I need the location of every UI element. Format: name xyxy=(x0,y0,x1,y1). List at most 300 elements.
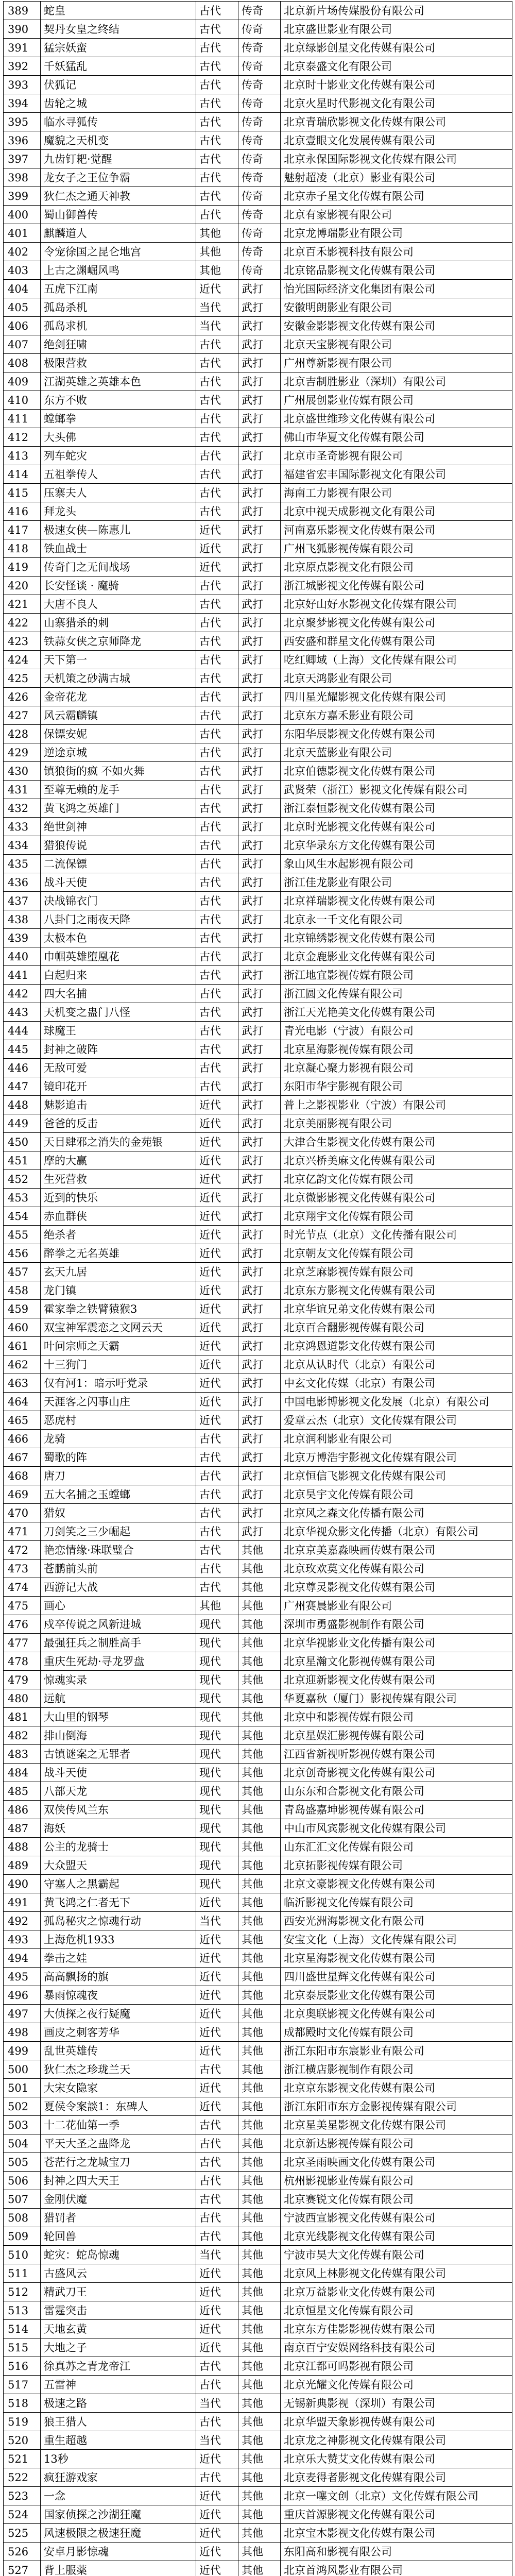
era-cell: 现代 xyxy=(196,1764,238,1782)
company-cell: 北京吉制胜影业（深圳）有限公司 xyxy=(281,372,512,391)
row-number: 473 xyxy=(4,1560,41,1578)
table-row xyxy=(4,743,512,762)
film-title: 霍家拳之铁臂猿猴3 xyxy=(41,1300,196,1318)
table-row xyxy=(4,2227,512,2246)
genre-cell: 武打 xyxy=(238,1244,281,1263)
film-title: 无敌可爱 xyxy=(41,1059,196,1077)
genre-cell: 武打 xyxy=(238,1355,281,1374)
row-number: 465 xyxy=(4,1411,41,1430)
era-cell: 古代 xyxy=(196,447,238,465)
film-title: 十二花仙第一季 xyxy=(41,2116,196,2134)
era-cell: 其他 xyxy=(196,243,238,261)
film-registration-document xyxy=(3,1,512,2576)
table-row xyxy=(4,836,512,855)
row-number: 462 xyxy=(4,1355,41,1374)
table-row xyxy=(4,1077,512,1096)
genre-cell: 其他 xyxy=(238,2431,281,2450)
company-cell: 爱章云杰（北京）文化传媒有限公司 xyxy=(281,1411,512,1430)
film-title: 至尊无赖的龙手 xyxy=(41,781,196,799)
row-number: 418 xyxy=(4,539,41,558)
era-cell: 古代 xyxy=(196,632,238,651)
company-cell: 福建省宏丰国际影视文化有限公司 xyxy=(281,465,512,484)
table-row xyxy=(4,2338,512,2357)
company-cell: 怡光国际经济文化集团有限公司 xyxy=(281,280,512,298)
era-cell: 现代 xyxy=(196,1708,238,1726)
era-cell: 古代 xyxy=(196,818,238,836)
company-cell: 北京新片场传媒股份有限公司 xyxy=(281,2,512,20)
company-cell: 北京玫欢莫文化传媒有限公司 xyxy=(281,1560,512,1578)
table-row xyxy=(4,910,512,929)
row-number: 476 xyxy=(4,1615,41,1634)
genre-cell: 其他 xyxy=(238,2413,281,2431)
era-cell: 近代 xyxy=(196,2283,238,2301)
table-row xyxy=(4,1726,512,1745)
film-title: 上海危机1933 xyxy=(41,1930,196,1949)
row-number: 464 xyxy=(4,1393,41,1411)
company-cell: 北京青瑞欣影视文化传媒有限公司 xyxy=(281,113,512,131)
genre-cell: 其他 xyxy=(238,1893,281,1912)
table-row xyxy=(4,1504,512,1522)
row-number: 527 xyxy=(4,2561,41,2576)
table-row xyxy=(4,985,512,1003)
table-row xyxy=(4,2468,512,2487)
row-number: 431 xyxy=(4,781,41,799)
table-row xyxy=(4,1040,512,1059)
genre-cell: 武打 xyxy=(238,985,281,1003)
genre-cell: 其他 xyxy=(238,1856,281,1875)
film-title: 轮回兽 xyxy=(41,2227,196,2246)
film-title: 背上服薬 xyxy=(41,2561,196,2576)
film-title: 艳恋情缘·珠联璧合 xyxy=(41,1541,196,1560)
row-number: 427 xyxy=(4,706,41,725)
company-cell: 北京拓影视传媒有限公司 xyxy=(281,1856,512,1875)
genre-cell: 武打 xyxy=(238,280,281,298)
genre-cell: 传奇 xyxy=(238,206,281,224)
era-cell: 近代 xyxy=(196,1949,238,1968)
table-row xyxy=(4,2097,512,2116)
company-cell: 西安盛和群星文化传媒有限公司 xyxy=(281,632,512,651)
row-number: 514 xyxy=(4,2320,41,2338)
table-row xyxy=(4,614,512,632)
era-cell: 近代 xyxy=(196,1151,238,1170)
genre-cell: 其他 xyxy=(238,1838,281,1856)
genre-cell: 武打 xyxy=(238,1467,281,1485)
row-number: 469 xyxy=(4,1485,41,1504)
company-cell: 无锡新典影视（深圳）有限公司 xyxy=(281,2394,512,2413)
film-title: 金帝花龙 xyxy=(41,688,196,706)
row-number: 425 xyxy=(4,669,41,688)
film-title: 一念 xyxy=(41,2487,196,2505)
era-cell: 古代 xyxy=(196,1040,238,1059)
table-row xyxy=(4,966,512,985)
genre-cell: 武打 xyxy=(238,1022,281,1040)
row-number: 504 xyxy=(4,2134,41,2153)
film-title: 千妖猛乱 xyxy=(41,57,196,76)
table-row xyxy=(4,2042,512,2060)
company-cell: 北京新达影视传媒有限公司 xyxy=(281,2134,512,2153)
row-number: 509 xyxy=(4,2227,41,2246)
era-cell: 古代 xyxy=(196,725,238,743)
row-number: 441 xyxy=(4,966,41,985)
genre-cell: 武打 xyxy=(238,391,281,410)
table-row xyxy=(4,391,512,410)
film-title: 黄飞鸿之仁者无下 xyxy=(41,1893,196,1912)
era-cell: 近代 xyxy=(196,558,238,577)
genre-cell: 其他 xyxy=(238,2023,281,2042)
film-title: 赤血群侠 xyxy=(41,1207,196,1226)
company-cell: 广州尊新影视有限公司 xyxy=(281,354,512,372)
film-title: 绝剑狂啸 xyxy=(41,335,196,354)
era-cell: 近代 xyxy=(196,2005,238,2023)
row-number: 392 xyxy=(4,57,41,76)
genre-cell: 武打 xyxy=(238,651,281,669)
company-cell: 北京翔宇文化传媒有限公司 xyxy=(281,1207,512,1226)
era-cell: 古代 xyxy=(196,372,238,391)
row-number: 452 xyxy=(4,1170,41,1189)
era-cell: 古代 xyxy=(196,1059,238,1077)
film-title: 白起归来 xyxy=(41,966,196,985)
table-row xyxy=(4,2,512,20)
film-title: 醉拳之无名英雄 xyxy=(41,1244,196,1263)
era-cell: 其他 xyxy=(196,1597,238,1615)
table-row xyxy=(4,57,512,76)
era-cell: 古代 xyxy=(196,1522,238,1541)
genre-cell: 其他 xyxy=(238,1745,281,1764)
table-row xyxy=(4,2172,512,2190)
film-title: 孤岛杀机 xyxy=(41,298,196,317)
film-title: 安卓月影惊魂 xyxy=(41,2543,196,2561)
table-row xyxy=(4,929,512,947)
film-title: 九齿钉耙·觉醒 xyxy=(41,150,196,168)
row-number: 395 xyxy=(4,113,41,131)
row-number: 415 xyxy=(4,484,41,502)
genre-cell: 武打 xyxy=(238,1226,281,1244)
era-cell: 近代 xyxy=(196,2320,238,2338)
row-number: 521 xyxy=(4,2450,41,2468)
genre-cell: 其他 xyxy=(238,1578,281,1597)
era-cell: 古代 xyxy=(196,1578,238,1597)
film-title: 列车蛇灾 xyxy=(41,447,196,465)
table-row xyxy=(4,1226,512,1244)
row-number: 422 xyxy=(4,614,41,632)
era-cell: 近代 xyxy=(196,1337,238,1355)
era-cell: 古代 xyxy=(196,799,238,818)
table-row xyxy=(4,1597,512,1615)
company-cell: 东阳高和影视有限公司 xyxy=(281,2543,512,2561)
row-number: 428 xyxy=(4,725,41,743)
era-cell: 古代 xyxy=(196,187,238,206)
era-cell: 现代 xyxy=(196,1745,238,1764)
film-title: 天涯客之闪事山庄 xyxy=(41,1393,196,1411)
company-cell: 武贤荣（浙江）影视文化传媒有限公司 xyxy=(281,781,512,799)
row-number: 407 xyxy=(4,335,41,354)
era-cell: 现代 xyxy=(196,1875,238,1893)
company-cell: 广州飞狐影视传媒有限公司 xyxy=(281,539,512,558)
row-number: 430 xyxy=(4,762,41,781)
table-row xyxy=(4,1151,512,1170)
company-cell: 临沂影视文化传媒有限公司 xyxy=(281,1893,512,1912)
era-cell: 近代 xyxy=(196,2561,238,2576)
table-row xyxy=(4,2524,512,2543)
table-row xyxy=(4,595,512,614)
genre-cell: 武打 xyxy=(238,1300,281,1318)
era-cell: 近代 xyxy=(196,2097,238,2116)
era-cell: 古代 xyxy=(196,910,238,929)
row-number: 432 xyxy=(4,799,41,818)
row-number: 482 xyxy=(4,1726,41,1745)
table-row xyxy=(4,1671,512,1689)
era-cell: 古代 xyxy=(196,1077,238,1096)
row-number: 423 xyxy=(4,632,41,651)
genre-cell: 其他 xyxy=(238,2283,281,2301)
film-title: 八卦门之雨夜天降 xyxy=(41,910,196,929)
film-title: 五雷神 xyxy=(41,2376,196,2394)
table-row xyxy=(4,1355,512,1374)
genre-cell: 武打 xyxy=(238,317,281,335)
era-cell: 古代 xyxy=(196,206,238,224)
table-row xyxy=(4,669,512,688)
genre-cell: 武打 xyxy=(238,1318,281,1337)
film-title: 绝世剑神 xyxy=(41,818,196,836)
genre-cell: 其他 xyxy=(238,2376,281,2394)
era-cell: 古代 xyxy=(196,855,238,873)
company-cell: 北京赤子星文化传媒有限公司 xyxy=(281,187,512,206)
table-row xyxy=(4,2264,512,2283)
company-cell: 北京星美星影视文化传媒有限公司 xyxy=(281,2116,512,2134)
row-number: 444 xyxy=(4,1022,41,1040)
row-number: 500 xyxy=(4,2060,41,2079)
table-row xyxy=(4,1819,512,1838)
company-cell: 北京华录东方文化传媒有限公司 xyxy=(281,836,512,855)
company-cell: 北京兴桥美麻文化传媒有限公司 xyxy=(281,1151,512,1170)
genre-cell: 武打 xyxy=(238,1114,281,1133)
company-cell: 北京光线影视文化传媒有限公司 xyxy=(281,2227,512,2246)
era-cell: 古代 xyxy=(196,651,238,669)
film-title: 传奇门之无间战场 xyxy=(41,558,196,577)
genre-cell: 传奇 xyxy=(238,243,281,261)
era-cell: 近代 xyxy=(196,1189,238,1207)
genre-cell: 其他 xyxy=(238,2543,281,2561)
film-title: 伏狐记 xyxy=(41,76,196,94)
company-cell: 北京时光影视文化传媒有限公司 xyxy=(281,818,512,836)
film-title: 叶问宗师之天霸 xyxy=(41,1337,196,1355)
genre-cell: 传奇 xyxy=(238,20,281,39)
table-row xyxy=(4,1003,512,1022)
genre-cell: 武打 xyxy=(238,818,281,836)
row-number: 419 xyxy=(4,558,41,577)
era-cell: 现代 xyxy=(196,1856,238,1875)
row-number: 480 xyxy=(4,1689,41,1708)
film-title: 决战锦衣门 xyxy=(41,892,196,910)
company-cell: 成都殿时文化传媒有限公司 xyxy=(281,2023,512,2042)
genre-cell: 武打 xyxy=(238,947,281,966)
table-row xyxy=(4,131,512,150)
company-cell: 浙江东阳市东方金影视传媒有限公司 xyxy=(281,2097,512,2116)
table-row xyxy=(4,1689,512,1708)
company-cell: 青光电影（宁波）有限公司 xyxy=(281,1022,512,1040)
row-number: 505 xyxy=(4,2153,41,2172)
genre-cell: 武打 xyxy=(238,1059,281,1077)
genre-cell: 武打 xyxy=(238,558,281,577)
table-row xyxy=(4,224,512,243)
era-cell: 古代 xyxy=(196,929,238,947)
company-cell: 北京东方嘉禾影业有限公司 xyxy=(281,706,512,725)
genre-cell: 其他 xyxy=(238,2060,281,2079)
company-cell: 北京华视众影文化传播（北京）有限公司 xyxy=(281,1522,512,1541)
company-cell: 北京绿影创星文化传媒有限公司 xyxy=(281,39,512,57)
table-row xyxy=(4,892,512,910)
era-cell: 现代 xyxy=(196,1634,238,1652)
era-cell: 现代 xyxy=(196,1689,238,1708)
genre-cell: 其他 xyxy=(238,1634,281,1652)
genre-cell: 其他 xyxy=(238,2172,281,2190)
row-number: 484 xyxy=(4,1764,41,1782)
film-title: 绝杀者 xyxy=(41,1226,196,1244)
company-cell: 浙江横店影视制作有限公司 xyxy=(281,2060,512,2079)
genre-cell: 武打 xyxy=(238,1096,281,1114)
genre-cell: 其他 xyxy=(238,1726,281,1745)
company-cell: 时光节点（北京）文化传播有限公司 xyxy=(281,1226,512,1244)
company-cell: 北京文豪影视文化传媒有限公司 xyxy=(281,1875,512,1893)
table-row xyxy=(4,150,512,168)
era-cell: 古代 xyxy=(196,113,238,131)
genre-cell: 武打 xyxy=(238,502,281,521)
film-title: 蜀歌的阵 xyxy=(41,1448,196,1467)
era-cell: 现代 xyxy=(196,1801,238,1819)
company-cell: 山东汇汇文化传媒有限公司 xyxy=(281,1838,512,1856)
genre-cell: 其他 xyxy=(238,1560,281,1578)
table-row xyxy=(4,1875,512,1893)
table-row xyxy=(4,2301,512,2320)
row-number: 457 xyxy=(4,1263,41,1281)
era-cell: 现代 xyxy=(196,1652,238,1671)
table-row xyxy=(4,1541,512,1560)
table-row xyxy=(4,1300,512,1318)
row-number: 526 xyxy=(4,2543,41,2561)
genre-cell: 武打 xyxy=(238,743,281,762)
film-title: 徐真苏之青龙帝江 xyxy=(41,2357,196,2376)
row-number: 417 xyxy=(4,521,41,539)
table-row xyxy=(4,335,512,354)
row-number: 471 xyxy=(4,1522,41,1541)
table-row xyxy=(4,1764,512,1782)
company-cell: 北京有家影视有限公司 xyxy=(281,206,512,224)
genre-cell: 传奇 xyxy=(238,76,281,94)
company-cell: 北京凝心聚力影视有限公司 xyxy=(281,1059,512,1077)
era-cell: 近代 xyxy=(196,2450,238,2468)
table-row xyxy=(4,1930,512,1949)
genre-cell: 武打 xyxy=(238,465,281,484)
era-cell: 近代 xyxy=(196,2338,238,2357)
era-cell: 古代 xyxy=(196,354,238,372)
company-cell: 北京京美嘉淼映画传媒有限公司 xyxy=(281,1541,512,1560)
row-number: 493 xyxy=(4,1930,41,1949)
film-title: 西游记大战 xyxy=(41,1578,196,1597)
row-number: 519 xyxy=(4,2413,41,2431)
company-cell: 浙江泰恒影视文化传媒有限公司 xyxy=(281,799,512,818)
era-cell: 近代 xyxy=(196,2023,238,2042)
company-cell: 浙江地宜影视传媒有限公司 xyxy=(281,966,512,985)
genre-cell: 其他 xyxy=(238,2394,281,2413)
film-title: 玄天九居 xyxy=(41,1263,196,1281)
genre-cell: 武打 xyxy=(238,1003,281,1022)
genre-cell: 传奇 xyxy=(238,168,281,187)
row-number: 413 xyxy=(4,447,41,465)
row-number: 429 xyxy=(4,743,41,762)
film-title: 夏侯令案談1：东碑人 xyxy=(41,2097,196,2116)
film-title: 古镇谜案之无罪者 xyxy=(41,1745,196,1764)
era-cell: 近代 xyxy=(196,1226,238,1244)
era-cell: 古代 xyxy=(196,1560,238,1578)
row-number: 438 xyxy=(4,910,41,929)
film-title: 蛇皇 xyxy=(41,2,196,20)
table-row xyxy=(4,762,512,781)
table-row xyxy=(4,1133,512,1151)
genre-cell: 武打 xyxy=(238,725,281,743)
era-cell: 古代 xyxy=(196,20,238,39)
film-title: 封神之破阵 xyxy=(41,1040,196,1059)
film-title: 铁蒜女侠之京师降龙 xyxy=(41,632,196,651)
genre-cell: 武打 xyxy=(238,762,281,781)
table-row xyxy=(4,298,512,317)
table-row xyxy=(4,1411,512,1430)
row-number: 490 xyxy=(4,1875,41,1893)
film-title: 猎奴 xyxy=(41,1504,196,1522)
film-title: 镜印花开 xyxy=(41,1077,196,1096)
film-title: 平天大圣之蛊降龙 xyxy=(41,2134,196,2153)
era-cell: 近代 xyxy=(196,1207,238,1226)
era-cell: 古代 xyxy=(196,428,238,447)
era-cell: 古代 xyxy=(196,1504,238,1522)
table-row xyxy=(4,558,512,577)
era-cell: 古代 xyxy=(196,781,238,799)
genre-cell: 其他 xyxy=(238,1615,281,1634)
table-row xyxy=(4,2357,512,2376)
company-cell: 象山风生水起影视有限公司 xyxy=(281,855,512,873)
company-cell: 北京中视天成影视文化有限公司 xyxy=(281,502,512,521)
row-number: 472 xyxy=(4,1541,41,1560)
film-title: 临水寻狐传 xyxy=(41,113,196,131)
company-cell: 北京昊宇文化传媒有限公司 xyxy=(281,1485,512,1504)
row-number: 403 xyxy=(4,261,41,280)
table-row xyxy=(4,1189,512,1207)
table-row xyxy=(4,2320,512,2338)
company-cell: 中国电影博影视文化发展（北京）有限公司 xyxy=(281,1393,512,1411)
table-row xyxy=(4,2060,512,2079)
era-cell: 古代 xyxy=(196,2468,238,2487)
era-cell: 古代 xyxy=(196,2227,238,2246)
era-cell: 古代 xyxy=(196,410,238,428)
film-title: 13秒 xyxy=(41,2450,196,2468)
table-row xyxy=(4,2413,512,2431)
table-row xyxy=(4,2450,512,2468)
row-number: 450 xyxy=(4,1133,41,1151)
row-number: 511 xyxy=(4,2264,41,2283)
row-number: 478 xyxy=(4,1652,41,1671)
table-row xyxy=(4,2190,512,2209)
genre-cell: 武打 xyxy=(238,1077,281,1096)
film-title: 猛宗妖蛮 xyxy=(41,39,196,57)
film-title: 蜀山御兽传 xyxy=(41,206,196,224)
row-number: 479 xyxy=(4,1671,41,1689)
era-cell: 古代 xyxy=(196,985,238,1003)
table-row xyxy=(4,280,512,298)
film-title: 唐刀 xyxy=(41,1467,196,1485)
era-cell: 古代 xyxy=(196,2190,238,2209)
table-row xyxy=(4,1949,512,1968)
genre-cell: 武打 xyxy=(238,614,281,632)
film-title: 山寨猎杀的刺 xyxy=(41,614,196,632)
